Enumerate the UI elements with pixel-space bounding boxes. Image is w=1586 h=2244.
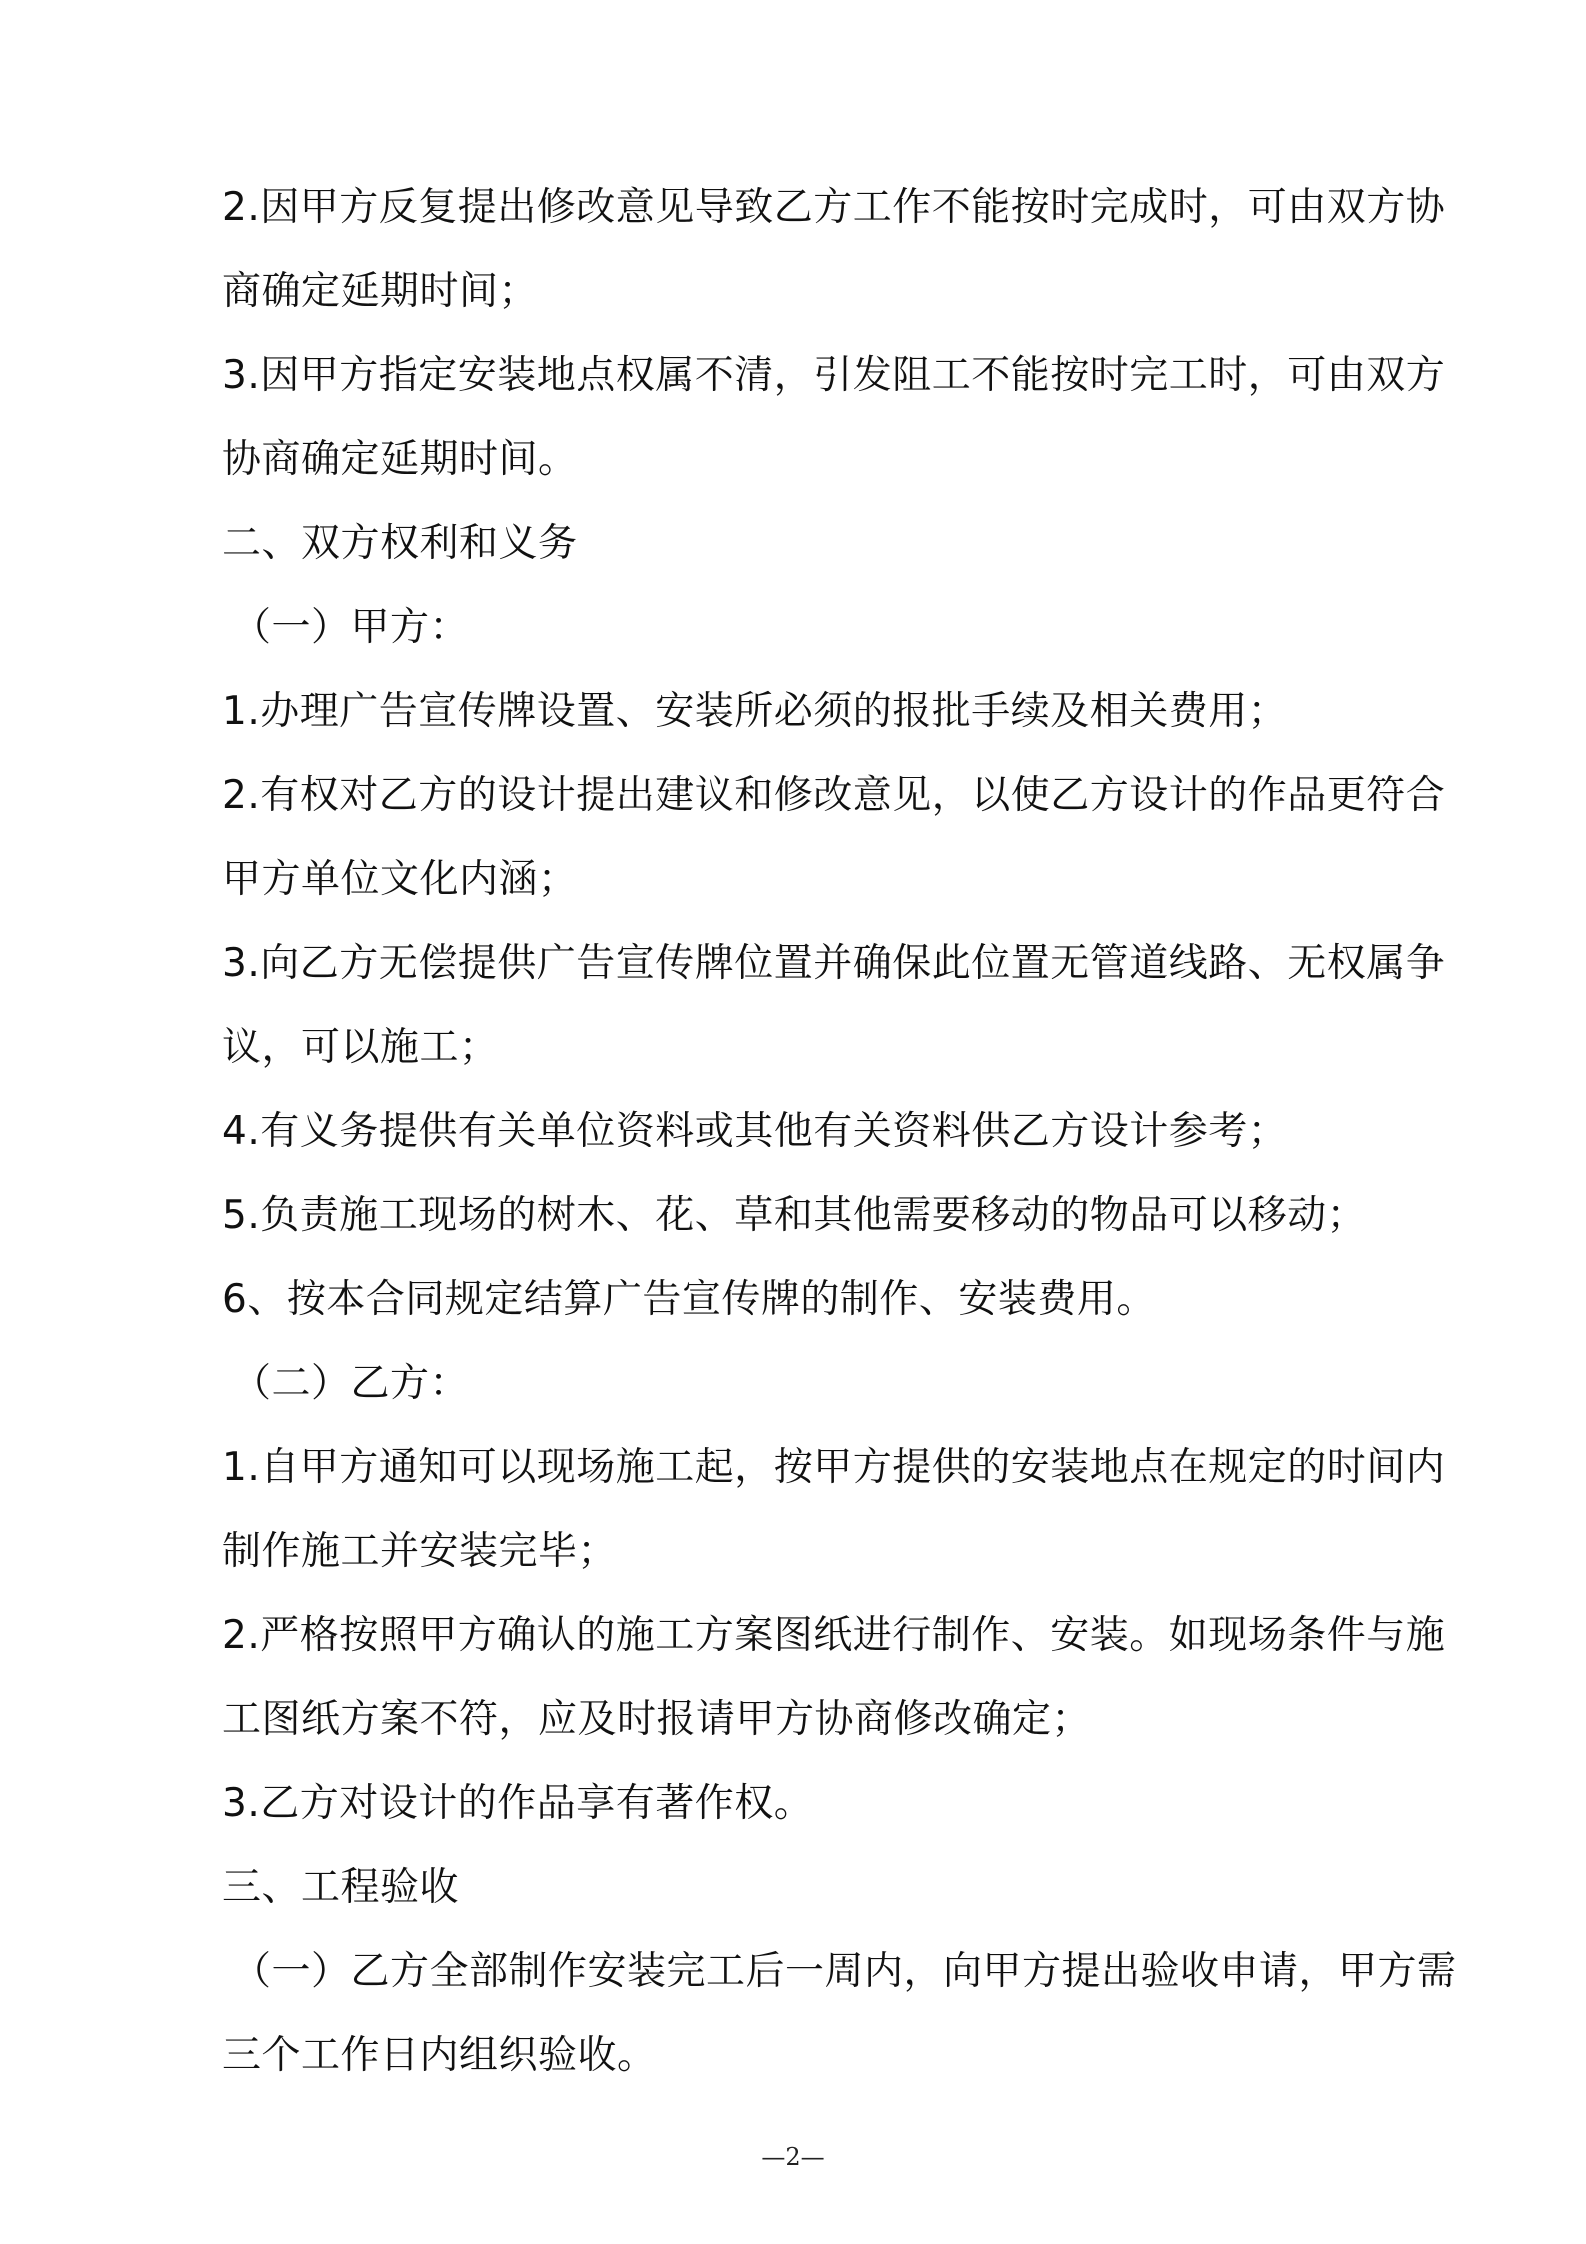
text-line: 2.有权对乙方的设计提出建议和修改意见，以使乙方设计的作品更符合: [222, 773, 1446, 818]
text-line: 3.因甲方指定安装地点权属不清，引发阻工不能按时完工时，可由双方: [222, 353, 1446, 398]
text-line: 商确定延期时间；: [222, 269, 539, 314]
text-line: 1.办理广告宣传牌设置、安装所必须的报批手续及相关费用；: [222, 689, 1288, 734]
text-line: 甲方单位文化内涵；: [222, 857, 578, 902]
section-heading: 二、双方权利和义务: [222, 521, 578, 566]
text-line: 制作施工并安装完毕；: [222, 1529, 618, 1574]
text-line: 三个工作日内组织验收。: [222, 2033, 657, 2078]
text-line: 工图纸方案不符，应及时报请甲方协商修改确定；: [222, 1697, 1092, 1742]
page-number: —2—: [761, 2143, 825, 2171]
text-line: （一）乙方全部制作安装完工后一周内，向甲方提出验收申请，甲方需: [232, 1949, 1457, 1994]
section-heading: 三、工程验收: [222, 1865, 460, 1910]
text-line: 3.乙方对设计的作品享有著作权。: [222, 1781, 814, 1826]
text-line: 1.自甲方通知可以现场施工起，按甲方提供的安装地点在规定的时间内: [222, 1445, 1446, 1490]
subsection-heading: （二）乙方：: [232, 1361, 470, 1406]
text-line: 6、按本合同规定结算广告宣传牌的制作、安装费用。: [222, 1277, 1156, 1322]
text-line: 5.负责施工现场的树木、花、草和其他需要移动的物品可以移动；: [222, 1193, 1367, 1238]
text-line: 3.向乙方无偿提供广告宣传牌位置并确保此位置无管道线路、无权属争: [222, 941, 1446, 986]
text-line: 4.有义务提供有关单位资料或其他有关资料供乙方设计参考；: [222, 1109, 1288, 1154]
document-body: [222, 166, 1457, 2098]
subsection-heading: （一）甲方：: [232, 605, 470, 650]
text-line: 协商确定延期时间。: [222, 437, 578, 482]
text-line: 2.因甲方反复提出修改意见导致乙方工作不能按时完成时，可由双方协: [222, 185, 1446, 230]
text-line: 2.严格按照甲方确认的施工方案图纸进行制作、安装。如现场条件与施: [222, 1613, 1446, 1658]
text-line: 议，可以施工；: [222, 1025, 499, 1070]
